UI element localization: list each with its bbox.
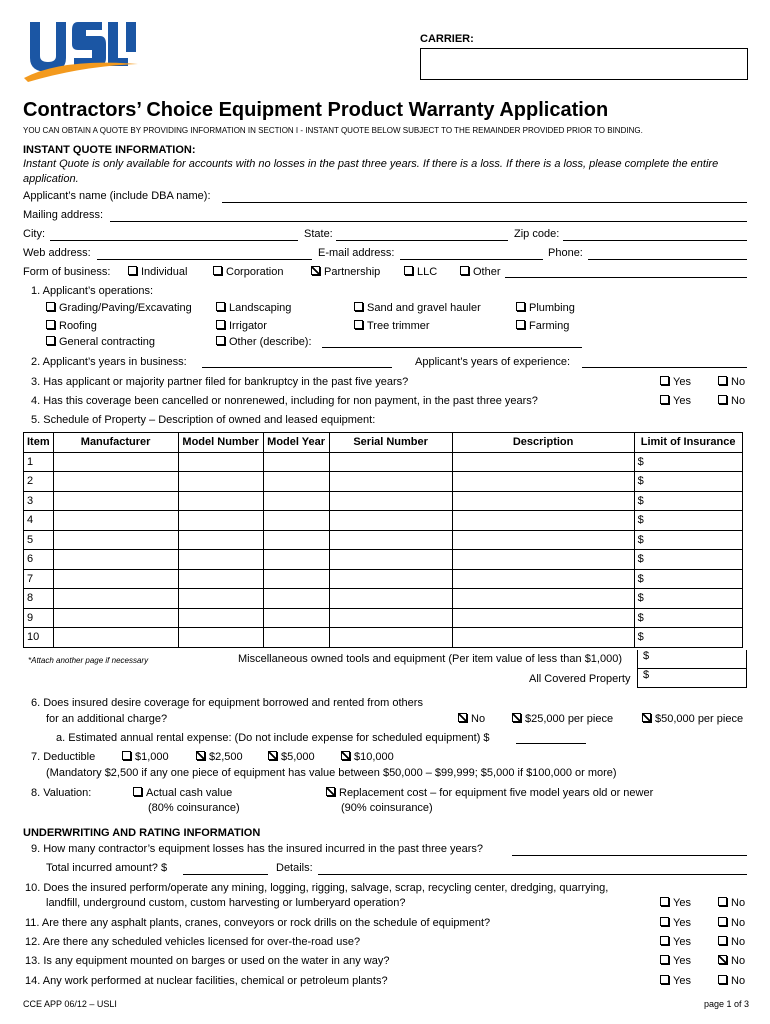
table-cell[interactable] xyxy=(53,472,178,492)
checkbox-icon xyxy=(458,713,467,722)
table-cell[interactable] xyxy=(178,511,263,531)
q10-label: 10. Does the insured perform/operate any mining, logging, rigging, salvage, scrap, recycling center, dredging, quarrying, xyxy=(25,882,609,894)
table-cell[interactable] xyxy=(53,608,178,628)
q2-label: 2. Applicant’s years in business: xyxy=(31,356,187,368)
limit-cell[interactable]: $ xyxy=(634,491,742,511)
table-cell[interactable] xyxy=(452,491,634,511)
ded-5000[interactable]: $5,000 xyxy=(268,751,315,763)
q3-no[interactable]: No xyxy=(718,376,745,388)
q3-label: 3. Has applicant or majority partner filed for bankruptcy in the past five years? xyxy=(31,376,409,388)
q9-field[interactable] xyxy=(512,855,747,856)
checkbox-icon xyxy=(213,266,222,275)
checkbox-icon xyxy=(718,917,727,926)
q2-field[interactable] xyxy=(202,367,392,368)
form-partnership[interactable]: Partnership xyxy=(311,266,380,278)
q5-label: 5. Schedule of Property – Description of owned and leased equipment: xyxy=(31,414,376,426)
checkbox-icon xyxy=(516,320,525,329)
instant-note-2: application. xyxy=(23,173,79,185)
checkbox-icon xyxy=(133,787,142,796)
checkbox-icon xyxy=(341,751,350,760)
table-cell[interactable] xyxy=(53,511,178,531)
item-number: 10 xyxy=(24,628,54,648)
table-cell[interactable] xyxy=(53,452,178,472)
limit-cell[interactable]: $ xyxy=(634,550,742,570)
checkbox-icon xyxy=(660,917,669,926)
form-individual[interactable]: Individual xyxy=(128,266,187,278)
op-plumbing[interactable]: Plumbing xyxy=(516,302,575,314)
col-description: Description xyxy=(452,433,634,453)
item-number: 2 xyxy=(24,472,54,492)
table-row xyxy=(24,608,743,628)
checkbox-icon xyxy=(216,336,225,345)
q10-label-2: landfill, underground custom, custom harvesting or lumberyard operation? xyxy=(46,897,406,909)
limit-cell[interactable]: $ xyxy=(634,628,742,648)
form-other[interactable]: Other xyxy=(460,266,501,278)
q2-exp-label: Applicant’s years of experience: xyxy=(415,356,571,368)
op-irrigator[interactable]: Irrigator xyxy=(216,320,267,332)
q13-label: 13. Is any equipment mounted on barges or used on the water in any way? xyxy=(25,955,390,967)
q11-no[interactable]: No xyxy=(718,917,745,929)
op-landscaping[interactable]: Landscaping xyxy=(216,302,291,314)
email-label: E-mail address: xyxy=(318,247,395,259)
item-number: 7 xyxy=(24,569,54,589)
table-cell[interactable] xyxy=(53,530,178,550)
q12-no[interactable]: No xyxy=(718,936,745,948)
table-cell[interactable] xyxy=(178,589,263,609)
q4-yes[interactable]: Yes xyxy=(660,395,691,407)
table-cell[interactable] xyxy=(452,511,634,531)
table-row xyxy=(24,589,743,609)
table-cell[interactable] xyxy=(263,569,329,589)
web-field[interactable] xyxy=(97,259,312,260)
footer-page-number: page 1 of 3 xyxy=(704,999,750,1009)
table-cell[interactable] xyxy=(329,569,452,589)
mailing-label: Mailing address: xyxy=(23,209,104,221)
table-cell[interactable] xyxy=(53,589,178,609)
checkbox-icon xyxy=(660,955,669,964)
checkbox-icon xyxy=(326,787,335,796)
table-row xyxy=(24,452,743,472)
checkbox-icon xyxy=(718,975,727,984)
col-model-number: Model Number xyxy=(178,433,263,453)
table-cell[interactable] xyxy=(263,628,329,648)
table-cell[interactable] xyxy=(329,452,452,472)
ded-2500[interactable]: $2,500 xyxy=(196,751,243,763)
col-manufacturer: Manufacturer xyxy=(53,433,178,453)
q6-label: 6. Does insured desire coverage for equipment borrowed and rented from others xyxy=(31,697,423,709)
table-cell[interactable] xyxy=(263,589,329,609)
table-cell[interactable] xyxy=(452,452,634,472)
checkbox-icon xyxy=(128,266,137,275)
checkbox-icon xyxy=(46,302,55,311)
attach-note: *Attach another page if necessary xyxy=(28,656,149,665)
table-cell[interactable] xyxy=(53,491,178,511)
q1-label: 1. Applicant’s operations: xyxy=(31,285,154,297)
table-cell[interactable] xyxy=(452,569,634,589)
q6a-field[interactable] xyxy=(516,743,586,744)
table-row xyxy=(24,569,743,589)
zip-label: Zip code: xyxy=(514,228,560,240)
table-cell[interactable] xyxy=(53,569,178,589)
q10-no[interactable]: No xyxy=(718,897,745,909)
item-number: 1 xyxy=(24,452,54,472)
col-item: Item xyxy=(24,433,54,453)
checkbox-icon xyxy=(216,302,225,311)
page-title: Contractors’ Choice Equipment Product Warranty Application xyxy=(23,99,609,121)
table-cell[interactable] xyxy=(329,530,452,550)
phone-label: Phone: xyxy=(548,247,583,259)
q3-yes[interactable]: Yes xyxy=(660,376,691,388)
item-number: 6 xyxy=(24,550,54,570)
all-covered-label: All Covered Property xyxy=(529,673,631,685)
checkbox-icon xyxy=(516,302,525,311)
op-roofing[interactable]: Roofing xyxy=(46,320,97,332)
q11-label: 11. Are there any asphalt plants, cranes, conveyors or rock drills on the schedule of equipment? xyxy=(25,917,491,929)
q9-total-field[interactable] xyxy=(183,874,268,875)
q6-25000[interactable]: $25,000 per piece xyxy=(512,713,613,725)
q12-label: 12. Are there any scheduled vehicles licensed for over-the-road use? xyxy=(25,936,361,948)
limit-cell[interactable]: $ xyxy=(634,608,742,628)
checkbox-icon xyxy=(268,751,277,760)
web-label: Web address: xyxy=(23,247,91,259)
limit-cell[interactable]: $ xyxy=(634,589,742,609)
underwriting-heading: UNDERWRITING AND RATING INFORMATION xyxy=(23,827,261,839)
col-limit: Limit of Insurance xyxy=(634,433,742,453)
q6a-label: a. Estimated annual rental expense: (Do not include expense for scheduled equipment) $ xyxy=(56,732,490,744)
checkbox-icon xyxy=(660,975,669,984)
checkbox-icon xyxy=(718,897,727,906)
table-cell[interactable] xyxy=(263,530,329,550)
op-farming[interactable]: Farming xyxy=(516,320,569,332)
op-general[interactable]: General contracting xyxy=(46,336,155,348)
table-row xyxy=(24,530,743,550)
table-cell[interactable] xyxy=(452,628,634,648)
q14-no[interactable]: No xyxy=(718,975,745,987)
q6-50000[interactable]: $50,000 per piece xyxy=(642,713,743,725)
table-cell[interactable] xyxy=(263,452,329,472)
table-cell[interactable] xyxy=(452,550,634,570)
q12-yes[interactable]: Yes xyxy=(660,936,691,948)
ded-10000[interactable]: $10,000 xyxy=(341,751,394,763)
op-grading[interactable]: Grading/Paving/Excavating xyxy=(46,302,192,314)
limit-cell[interactable]: $ xyxy=(634,472,742,492)
table-cell[interactable] xyxy=(329,511,452,531)
table-cell[interactable] xyxy=(263,550,329,570)
col-model-year: Model Year xyxy=(263,433,329,453)
all-covered-field[interactable]: $ xyxy=(637,669,747,688)
table-cell[interactable] xyxy=(329,589,452,609)
table-row xyxy=(24,628,743,648)
checkbox-icon xyxy=(660,936,669,945)
checkbox-icon xyxy=(404,266,413,275)
checkbox-icon xyxy=(660,897,669,906)
table-cell[interactable] xyxy=(263,608,329,628)
table-cell[interactable] xyxy=(263,511,329,531)
misc-limit-field[interactable]: $ xyxy=(637,650,747,669)
table-row xyxy=(24,511,743,531)
table-row xyxy=(24,491,743,511)
carrier-label: CARRIER: xyxy=(420,33,474,45)
table-cell[interactable] xyxy=(178,491,263,511)
val-acv-note: (80% coinsurance) xyxy=(148,802,240,814)
table-cell[interactable] xyxy=(263,472,329,492)
item-number: 8 xyxy=(24,589,54,609)
table-cell[interactable] xyxy=(178,530,263,550)
q4-label: 4. Has this coverage been cancelled or nonrenewed, including for non payment, in the past three years? xyxy=(31,395,538,407)
table-row xyxy=(24,472,743,492)
checkbox-icon xyxy=(354,302,363,311)
op-other-field[interactable] xyxy=(322,347,582,348)
table-cell[interactable] xyxy=(452,589,634,609)
item-number: 5 xyxy=(24,530,54,550)
q4-no[interactable]: No xyxy=(718,395,745,407)
table-cell[interactable] xyxy=(178,608,263,628)
op-tree[interactable]: Tree trimmer xyxy=(354,320,430,332)
checkbox-icon xyxy=(311,266,320,275)
property-schedule-table xyxy=(23,432,743,648)
limit-cell[interactable]: $ xyxy=(634,511,742,531)
email-field[interactable] xyxy=(400,259,543,260)
state-field[interactable] xyxy=(336,240,508,241)
table-header-row xyxy=(24,433,743,453)
carrier-input[interactable] xyxy=(420,48,748,80)
table-cell[interactable] xyxy=(452,472,634,492)
table-cell[interactable] xyxy=(53,550,178,570)
zip-field[interactable] xyxy=(563,240,747,241)
q7-note: (Mandatory $2,500 if any one piece of equipment has value between $50,000 – $99,999; $5,000 if $100,000 or more) xyxy=(46,767,617,779)
table-cell[interactable] xyxy=(178,550,263,570)
q7-label: 7. Deductible xyxy=(31,751,96,763)
form-corporation[interactable]: Corporation xyxy=(213,266,283,278)
table-cell[interactable] xyxy=(178,452,263,472)
checkbox-icon xyxy=(122,751,131,760)
form-of-business-label: Form of business: xyxy=(23,266,111,278)
checkbox-icon xyxy=(216,320,225,329)
instant-heading: INSTANT QUOTE INFORMATION: xyxy=(23,144,196,156)
val-replacement-note: (90% coinsurance) xyxy=(341,802,433,814)
checkbox-icon xyxy=(660,376,669,385)
op-other[interactable]: Other (describe): xyxy=(216,336,312,348)
table-cell[interactable] xyxy=(178,472,263,492)
table-row xyxy=(24,550,743,570)
table-cell[interactable] xyxy=(329,472,452,492)
table-cell[interactable] xyxy=(53,628,178,648)
val-replacement[interactable]: Replacement cost – for equipment five model years old or newer xyxy=(326,787,653,799)
phone-field[interactable] xyxy=(588,259,747,260)
mailing-field[interactable] xyxy=(110,221,747,222)
table-cell[interactable] xyxy=(329,491,452,511)
q8-label: 8. Valuation: xyxy=(31,787,92,799)
checkbox-icon xyxy=(718,376,727,385)
instant-note: Instant Quote is only available for accounts with no losses in the past three years. If there is a loss. If there is a loss, please complete the entire xyxy=(23,158,719,170)
q6-no[interactable]: No xyxy=(458,713,485,725)
checkbox-icon xyxy=(460,266,469,275)
table-cell[interactable] xyxy=(263,491,329,511)
subtitle: YOU CAN OBTAIN A QUOTE BY PROVIDING INFORMATION IN SECTION I - INSTANT QUOTE BELOW SUBJECT TO THE REMAINDER PROVIDED PRIOR TO BINDING. xyxy=(23,126,643,135)
state-label: State: xyxy=(304,228,333,240)
table-cell[interactable] xyxy=(452,530,634,550)
table-cell[interactable] xyxy=(178,628,263,648)
checkbox-icon xyxy=(354,320,363,329)
item-number: 3 xyxy=(24,491,54,511)
q13-yes[interactable]: Yes xyxy=(660,955,691,967)
checkbox-icon xyxy=(660,395,669,404)
limit-cell[interactable]: $ xyxy=(634,569,742,589)
q14-label: 14. Any work performed at nuclear facilities, chemical or petroleum plants? xyxy=(25,975,388,987)
table-cell[interactable] xyxy=(452,608,634,628)
item-number: 4 xyxy=(24,511,54,531)
table-cell[interactable] xyxy=(329,628,452,648)
city-label: City: xyxy=(23,228,45,240)
col-serial-number: Serial Number xyxy=(329,433,452,453)
q10-yes[interactable]: Yes xyxy=(660,897,691,909)
checkbox-icon xyxy=(196,751,205,760)
limit-cell[interactable]: $ xyxy=(634,452,742,472)
table-cell[interactable] xyxy=(329,608,452,628)
q11-yes[interactable]: Yes xyxy=(660,917,691,929)
usli-logo xyxy=(22,18,140,82)
q13-no[interactable]: No xyxy=(718,955,745,967)
q6-label-2: for an additional charge? xyxy=(46,713,168,725)
q9-label: 9. How many contractor’s equipment losses has the insured incurred in the past three years? xyxy=(31,843,484,855)
ded-1000[interactable]: $1,000 xyxy=(122,751,169,763)
table-cell[interactable] xyxy=(329,550,452,570)
checkbox-icon xyxy=(718,395,727,404)
q14-yes[interactable]: Yes xyxy=(660,975,691,987)
form-llc[interactable]: LLC xyxy=(404,266,437,278)
checkbox-icon xyxy=(46,336,55,345)
item-number: 9 xyxy=(24,608,54,628)
q9-details-label: Details: xyxy=(276,862,313,874)
other-field[interactable] xyxy=(505,277,747,278)
footer-form-id: CCE APP 06/12 – USLI xyxy=(23,999,117,1009)
applicant-name-label: Applicant’s name (include DBA name): xyxy=(23,190,211,202)
checkbox-icon xyxy=(512,713,521,722)
checkbox-icon xyxy=(718,936,727,945)
q9-details-field[interactable] xyxy=(318,874,747,875)
q9-total-label: Total incurred amount? $ xyxy=(46,862,168,874)
val-acv[interactable]: Actual cash value xyxy=(133,787,232,799)
applicant-name-field[interactable] xyxy=(222,202,747,203)
q2-exp-field[interactable] xyxy=(582,367,747,368)
misc-label: Miscellaneous owned tools and equipment (Per item value of less than $1,000) xyxy=(238,653,623,665)
op-sand[interactable]: Sand and gravel hauler xyxy=(354,302,481,314)
limit-cell[interactable]: $ xyxy=(634,530,742,550)
checkbox-icon xyxy=(718,955,727,964)
checkbox-icon xyxy=(46,320,55,329)
checkbox-icon xyxy=(642,713,651,722)
table-cell[interactable] xyxy=(178,569,263,589)
city-field[interactable] xyxy=(50,240,298,241)
